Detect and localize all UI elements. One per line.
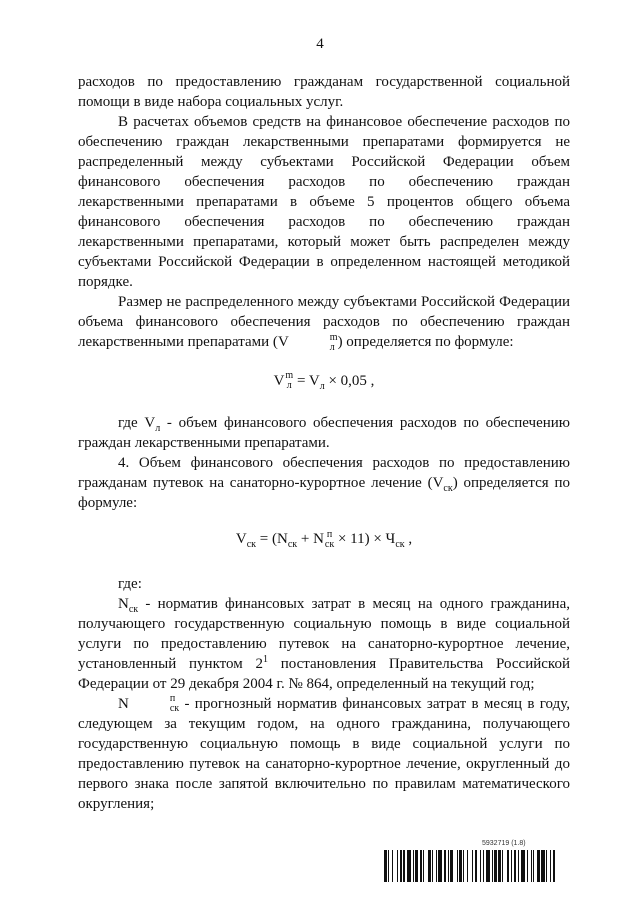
barcode-label: 5932719 (1.8) <box>482 840 526 847</box>
formula-reserve: V m л = $V_л \times 0,05$ , <box>273 370 375 392</box>
paragraph-vl-definition: где $V_л$ - объем финансового обеспечения расходов по обеспечению граждан лекарственными препаратами. <box>78 415 570 452</box>
paragraph-where: где: <box>118 575 142 592</box>
paragraph-continuation: расходов по предоставлению гражданам государственной социальной помощи в виде набора социальных услуг. <box>78 74 570 110</box>
page-number: 4 <box>316 36 324 52</box>
barcode-bars <box>384 850 616 882</box>
paragraph-nsk-definition: $N_{ск}$ - норматив финансовых затрат в месяц на одного гражданина, получающего государственную социальную помощь в виде социальной услуги по предоставлению путевок на санаторно-курортное лечение, установленный пунктом $2^1$ постановления Правительства Российской Федерации от 29 декабря 2004 г. № 864, определенный на текущий год; <box>78 595 570 692</box>
barcode <box>384 840 616 884</box>
document-body <box>78 72 570 814</box>
paragraph-reserve-volume: В расчетах объемов средств на финансовое обеспечение расходов по обеспечению граждан лекарственными препаратами формируется не распределенный между субъектами Российской Федерации объем финансового обеспечения расходов по обеспечению граждан лекарственными препаратами в объеме 5 процентов общего объема финансового обеспечения расходов по обеспечению граждан лекарственными препаратами, который может быть распределен между субъектами Российской Федерации в определенном настоящей методикой порядке. <box>78 114 570 290</box>
vlm-symbol: V m л <box>277 331 338 353</box>
paragraph-sanatorium-volume: 4. Объем финансового обеспечения расходов по предоставлению гражданам путевок на санаторно-курортное лечение $(V_{ск})$ определяется по формуле: <box>78 455 570 512</box>
paragraph-nskp-definition: N п ск - прогнозный норматив финансовых затрат в месяц в году, следующем за текущим годом, на одного гражданина, получающего государственную социальную помощь в виде социальной услуги по предоставлению путевок на санаторно-курортное лечение, округленный до первого знака после запятой включительно по правилам математического округления; <box>78 693 570 813</box>
paragraph-reserve-size: Размер не распределенного между субъектами Российской Федерации объема финансового обеспечения расходов по обеспечению граждан лекарственными препаратами (V m л ) определяется по формуле: <box>78 294 570 353</box>
formula-sanatorium: $V_{ск} = (N_{ск} + N$ п ск × $11) \times Ч_{ск}$ , <box>235 528 413 551</box>
barcode-space <box>555 850 556 882</box>
